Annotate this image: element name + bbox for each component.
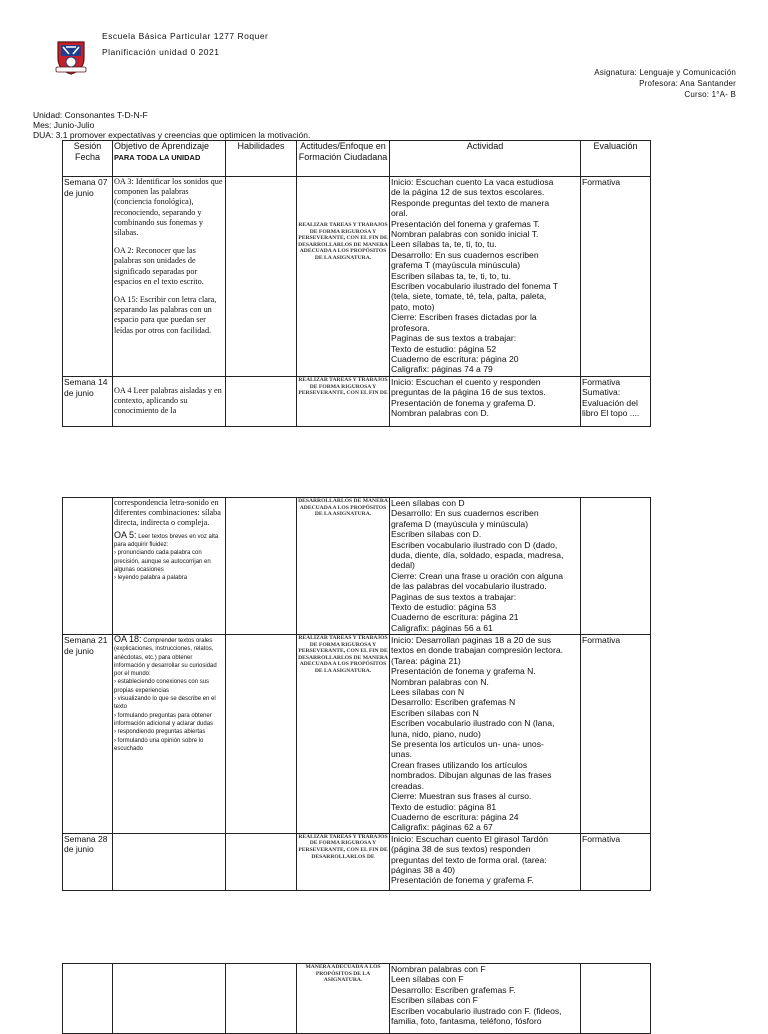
activity-line: Escriben vocabulario ilustrado con N (lana, [391, 718, 555, 729]
skills-cell [226, 498, 297, 635]
attitude-text: REALIZAR TAREAS Y TRABAJOS DE FORMA RIGUROSA Y PERSEVERANTE, CON EL FIN DE DESARROLLARLOS DE MANERA ADECUADA A LOS PROPÓSITOS DE LA ASIGNATURA. [298, 222, 388, 261]
header-row [63, 141, 651, 177]
objective-cell [113, 377, 226, 427]
objective-oa18-line: › formulando preguntas para obtener información adicional y aclarar dudas [114, 712, 214, 727]
objective-oa4-cont: correspondencia letra-sonido en diferentes combinaciones: sílaba directa, indirecta o compleja. [114, 498, 221, 528]
objective-oa5-line: › pronunciando cada palabra con precisión, aunque se autocorrijan en algunas ocasiones [114, 550, 211, 573]
activity-line: duda, diente, día, soldado, espada, madresa, [391, 550, 564, 561]
activity-line: Nombran palabras con N. [391, 676, 489, 687]
session-date: Semana 28 de junio [63, 833, 113, 890]
col-header-habilidades: Habilidades [226, 141, 297, 177]
activity-line: creadas. [391, 780, 424, 791]
activity-line: Leen sílabas con F [391, 974, 464, 985]
activity-line: textos en donde trabajan compresión lectora. [391, 645, 563, 656]
activity-line: (Tarea: página 21) [391, 655, 461, 666]
col-header-objetivo-label: Objetivo de Aprendizaje [114, 141, 210, 151]
school-name: Escuela Básica Particular 1277 Roquer [102, 31, 269, 41]
subject-label: Asignatura: Lenguaje y Comunicación [594, 68, 736, 77]
activity-line: Nombran palabras con D. [391, 408, 489, 419]
skills-cell [226, 635, 297, 834]
activity-line: Cuaderno de escritura: página 20 [391, 353, 519, 364]
attitude-cell [297, 964, 390, 1034]
objective-cell [113, 635, 226, 834]
session-date: Semana 21 de junio [63, 635, 113, 834]
activity-line: familia, foto, fantasma, teléfono, fósforo [391, 1016, 542, 1027]
activity-line: grafema D (mayúscula y minúscula) [391, 518, 529, 529]
activity-line: Escriben sílabas con D. [391, 529, 482, 540]
evaluation-line: libro El topo .... [582, 408, 640, 419]
activity-line: Inicio: Escuchan cuento El girasol Tardón [391, 833, 549, 844]
activity-line: Paginas de sus textos a trabajar: [391, 591, 517, 602]
table-row [63, 377, 651, 427]
activity-line: Cuaderno de escritura: página 24 [391, 811, 519, 822]
activity-line: Escriben vocabulario ilustrado con D (dado, [391, 539, 558, 550]
activity-line: Presentación del fonema y grafemas T. [391, 218, 540, 229]
activity-line: pato, moto) [391, 301, 435, 312]
evaluation-cell: Formativa [581, 635, 651, 834]
plan-table-page1 [62, 140, 651, 427]
objective-oa5 [114, 531, 224, 583]
activity-cell [390, 635, 581, 834]
objective-oa18-line: › visualizando lo que se describe en el texto [114, 696, 216, 711]
session-date: Semana 07 de junio [63, 177, 113, 377]
objective-cell [113, 498, 226, 635]
attitude-text: MANERA ADECUADA A LOS PROPÓSITOS DE LA ASIGNATURA. [305, 964, 381, 984]
objective-oa18-line: › estableciendo conexiones con sus propias experiencias [114, 679, 210, 694]
activity-line: Responde preguntas del texto de manera [391, 197, 550, 208]
objective-oa5-line: › leyendo palabra a palabra [114, 575, 188, 582]
activity-line: nombrados. Dibujan algunas de las frases [391, 770, 552, 781]
activity-line: grafema T (mayúscula minúscula) [391, 260, 521, 271]
activity-line: (página 38 de sus textos) responden [391, 844, 531, 855]
attitude-text: DESARROLLARLOS DE MANERA ADECUADA A LOS PROPÓSITOS DE LA ASIGNATURA. [298, 498, 388, 518]
attitude-cell [297, 377, 390, 427]
plan-table-page2 [62, 497, 651, 891]
objective-oa5-line: Leer textos breves en voz alta para adquirir fluidez: [114, 533, 219, 548]
skills-cell [226, 964, 297, 1034]
activity-line: profesora. [391, 322, 430, 333]
activity-line: páginas 38 a 40) [391, 864, 456, 875]
col-header-actividad: Actividad [390, 141, 581, 177]
activity-line: Presentación de fonema y grafema D. [391, 397, 536, 408]
objective-oa18-line: › respondiendo preguntas abiertas [114, 729, 206, 736]
objective-cell [113, 964, 226, 1034]
activity-cell [390, 377, 581, 427]
activity-cell [390, 964, 581, 1034]
activity-line: Nombran palabras con F [391, 964, 486, 974]
activity-line: Presentación de fonema y grafema N. [391, 666, 536, 677]
objective-oa4: OA 4 Leer palabras aisladas y en contexto, aplicando su conocimiento de la [114, 386, 222, 416]
evaluation-cell [581, 498, 651, 635]
month-label: Mes: Junio-Julio [33, 120, 95, 130]
evaluation-line: Evaluación del [582, 397, 638, 408]
course-label: Curso: 1°A- B [684, 90, 736, 99]
objective-oa18 [114, 635, 224, 753]
attitude-text: REALIZAR TAREAS Y TRABAJOS DE FORMA RIGUROSA Y PERSEVERANTE, CON EL FIN DE DESARROLLARLOS DE [298, 833, 388, 860]
activity-line: Desarrollo: Escriben grafemas N [391, 697, 516, 708]
school-logo [52, 38, 90, 76]
objective-oa2: OA 2: Reconocer que las palabras son unidades de significado separadas por espacios en el texto escrito. [114, 246, 204, 286]
objective-oa3: OA 3: Identificar los sonidos que componen las palabras (conciencia fonológica), reconociendo, separando y combinando sus fonemas y sílabas. [114, 177, 223, 238]
activity-line: preguntas del texto de forma oral. (tarea: [391, 854, 547, 865]
activity-line: Lees sílabas con N [391, 687, 465, 698]
activity-line: Inicio: Escuchan el cuento y responden [391, 377, 541, 387]
activity-cell [390, 833, 581, 890]
skills-cell [226, 377, 297, 427]
activity-line: Escriben vocabulario ilustrado del fonema T [391, 281, 559, 292]
col-header-objetivo [113, 141, 226, 177]
evaluation-cell [581, 964, 651, 1034]
evaluation-cell: Formativa [581, 177, 651, 377]
objective-oa18-title: OA 18: [114, 634, 142, 644]
activity-line: luna, nido, piano, nudo) [391, 728, 481, 739]
session-date [63, 964, 113, 1034]
activity-line: Escriben sílabas con N [391, 707, 479, 718]
activity-line: Texto de estudio: página 52 [391, 343, 497, 354]
evaluation-cell: Formativa [581, 833, 651, 890]
objective-cell [113, 833, 226, 890]
table-row [63, 964, 651, 1034]
activity-line: oral. [391, 208, 408, 219]
activity-line: de las palabras del vocabulario ilustrado. [391, 581, 547, 592]
activity-line: Presentación de fonema y grafema F. [391, 875, 534, 886]
evaluation-line: Formativa [582, 377, 621, 387]
activity-line: Desarrollo: Escriben grafemas F. [391, 984, 516, 995]
activity-line: Caligrafix: páginas 74 a 79 [391, 364, 493, 375]
activity-line: Cierre: Escriben frases dictadas por la [391, 312, 537, 323]
attitude-cell [297, 833, 390, 890]
col-header-actitudes: Actitudes/Enfoque en Formación Ciudadana [297, 141, 390, 177]
activity-cell [390, 177, 581, 377]
table-row [63, 177, 651, 377]
activity-line: (tela, siete, tomate, té, tela, palta, paleta, [391, 291, 547, 302]
activity-line: Leen sílabas ta, te, ti, to, tu. [391, 239, 497, 250]
table-row [63, 833, 651, 890]
table-row [63, 498, 651, 635]
activity-line: dedal) [391, 560, 415, 571]
activity-line: Leen sílabas con D [391, 498, 465, 508]
col-header-objetivo-sub: PARA TODA LA UNIDAD [114, 153, 201, 162]
activity-line: Inicio: Desarrollan paginas 18 a 20 de sus [391, 635, 552, 645]
objective-oa18-line: Comprender textos orales (explicaciones, instrucciones, relatos, anécdotas, etc.) para obtener información y desarrollar su curiosidad por el mundo: [114, 638, 217, 678]
unit-label: Unidad: Consonantes T-D-N-F [33, 110, 148, 120]
session-date: Semana 14 de junio [63, 377, 113, 427]
attitude-cell [297, 635, 390, 834]
plan-title: Planificación unidad 0 2021 [102, 47, 220, 57]
activity-line: Inicio: Escuchan cuento La vaca estudiosa [391, 177, 554, 187]
activity-line: Caligrafix: páginas 56 a 61 [391, 622, 493, 633]
activity-line: Nombran palabras con sonido inicial T. [391, 229, 539, 240]
activity-line: Crean frases utilizando los artículos [391, 759, 528, 770]
activity-line: Escriben sílabas ta, te, ti, to, tu. [391, 270, 511, 281]
activity-line: Desarrollo: En sus cuadernos escriben [391, 249, 539, 260]
table-row [63, 635, 651, 834]
activity-line: Escriben vocabulario ilustrado con F. (fideos, [391, 1005, 562, 1016]
activity-line: Se presenta los artículos un- una- unos- [391, 739, 544, 750]
activity-line: de la página 12 de sus textos escolares. [391, 187, 545, 198]
activity-line: Paginas de sus textos a trabajar: [391, 333, 517, 344]
plan-table-page3 [62, 963, 651, 1034]
attitude-cell [297, 177, 390, 377]
objective-cell [113, 177, 226, 377]
activity-line: Texto de estudio: página 81 [391, 801, 497, 812]
attitude-cell [297, 498, 390, 635]
session-date [63, 498, 113, 635]
activity-line: unas. [391, 749, 413, 760]
objective-oa5-title: OA 5: [114, 529, 137, 540]
activity-line: Cuaderno de escritura: página 21 [391, 612, 519, 623]
dua-label: DUA: 3.1 promover expectativas y creencias que optimicen la motivación. [33, 130, 311, 140]
skills-cell [226, 177, 297, 377]
activity-cell [390, 498, 581, 635]
activity-line: Cierre: Crean una frase u oración con alguna [391, 570, 563, 581]
objective-oa15: OA 15: Escribir con letra clara, separando las palabras con un espacio para que puedan ser leídas por otros con facilidad. [114, 295, 217, 335]
evaluation-line: Sumativa: [582, 387, 621, 398]
activity-line: Escriben sílabas con F [391, 995, 478, 1006]
skills-cell [226, 833, 297, 890]
activity-line: Desarrollo: En sus cuadernos escriben [391, 508, 539, 519]
col-header-sesion: Sesión Fecha [63, 141, 113, 177]
evaluation-cell [581, 377, 651, 427]
attitude-text: REALIZAR TAREAS Y TRABAJOS DE FORMA RIGUROSA Y PERSEVERANTE, CON EL FIN DE [298, 377, 388, 397]
activity-line: Texto de estudio: página 53 [391, 602, 497, 613]
objective-oa18-line: › formulando una opinión sobre lo escuchado [114, 737, 204, 752]
activity-line: preguntas de la página 16 de sus textos. [391, 387, 546, 398]
teacher-label: Profesora: Ana Santander [639, 79, 736, 88]
activity-line: Cierre: Muestran sus frases al curso. [391, 791, 532, 802]
col-header-evaluacion: Evaluación [581, 141, 651, 177]
activity-line: Caligrafix: páginas 62 a 67 [391, 822, 493, 833]
attitude-text: REALIZAR TAREAS Y TRABAJOS DE FORMA RIGUROSA Y PERSEVERANTE, CON EL FIN DE DESARROLLARLOS DE MANERA ADECUADA A LOS PROPÓSITOS DE LA ASIGNATURA. [298, 635, 388, 674]
